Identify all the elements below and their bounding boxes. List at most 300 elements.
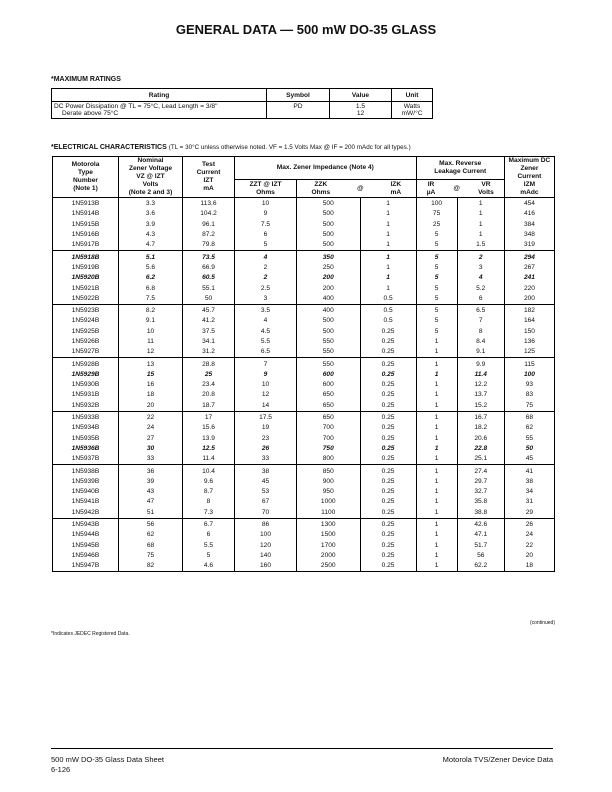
cell-vz: 68 <box>119 541 183 551</box>
cell-zzk: 1300 <box>297 518 361 530</box>
ir-label <box>427 181 436 197</box>
cell-izk: 1 <box>360 230 416 240</box>
cell-vr: 2 <box>457 251 504 263</box>
header-line: ZZK <box>314 180 328 188</box>
cell-ir: 1 <box>416 434 457 444</box>
cell-zzt: 10 <box>235 198 297 210</box>
cell-izk: 0.25 <box>360 487 416 497</box>
table-row <box>53 411 555 423</box>
cell-izm: 454 <box>504 198 554 210</box>
cell-vz: 27 <box>119 434 183 444</box>
table-row <box>53 380 555 390</box>
cell-zzt: 4 <box>235 316 297 326</box>
footer-divider <box>51 748 553 749</box>
cell-vz: 4.7 <box>119 240 183 251</box>
cell-vr: 8 <box>457 327 504 337</box>
cell-type: 1N5926B <box>53 337 119 347</box>
cell-vz: 4.3 <box>119 230 183 240</box>
cell-type: 1N5925B <box>53 327 119 337</box>
header-line: Type <box>78 169 93 176</box>
cell-izk: 0.5 <box>360 304 416 316</box>
table-row <box>53 337 555 347</box>
cell-zzt: 2 <box>235 263 297 273</box>
cell-type: 1N5922B <box>53 294 119 305</box>
cell-vz: 5.6 <box>119 263 183 273</box>
table-row <box>53 497 555 507</box>
cell-vz: 30 <box>119 444 183 454</box>
header-line: Current <box>517 173 542 180</box>
table-row <box>53 487 555 497</box>
cell-zzt: 9 <box>235 370 297 380</box>
cell-izt: 87.2 <box>183 230 235 240</box>
cell-type: 1N5924B <box>53 316 119 326</box>
cell-vz: 20 <box>119 401 183 412</box>
header-line: Zener Voltage <box>128 165 173 172</box>
cell-izk: 1 <box>360 198 416 210</box>
cell-ir: 1 <box>416 401 457 412</box>
cell-ir: 1 <box>416 454 457 465</box>
cell-vz: 51 <box>119 508 183 519</box>
cell-zzt: 45 <box>235 477 297 487</box>
table-row <box>53 401 555 412</box>
cell-zzk: 850 <box>297 465 361 477</box>
cell-type: 1N5932B <box>53 401 119 412</box>
cell-izt: 7.3 <box>183 508 235 519</box>
cell-zzt: 9 <box>235 209 297 219</box>
cell-zzt: 5.5 <box>235 337 297 347</box>
cell-izk: 0.25 <box>360 508 416 519</box>
cell-izk: 0.25 <box>360 477 416 487</box>
table-row <box>53 263 555 273</box>
cell-izm: 55 <box>504 434 554 444</box>
cell-ir: 1 <box>416 477 457 487</box>
cell-ir: 1 <box>416 551 457 561</box>
header-line: mAdc <box>520 189 539 196</box>
value-cell <box>330 102 392 119</box>
cell-vz: 47 <box>119 497 183 507</box>
continued-note: (continued) <box>529 620 555 626</box>
cell-izk: 0.25 <box>360 454 416 465</box>
electrical-note: (TL = 30°C unless otherwise noted. VF = 1.5 Volts Max @ IF = 200 mAdc for all types.) <box>168 144 411 151</box>
cell-izm: 34 <box>504 487 554 497</box>
table-row <box>53 465 555 477</box>
table-row <box>53 444 555 454</box>
table-row <box>53 390 555 400</box>
rating-cell <box>52 102 267 119</box>
cell-vz: 39 <box>119 477 183 487</box>
cell-zzt: 3 <box>235 294 297 305</box>
cell-izt: 4.6 <box>183 561 235 572</box>
cell-zzt: 2.5 <box>235 283 297 293</box>
header-line: VZ @ IZT <box>136 173 165 180</box>
header-line: Motorola <box>71 161 100 168</box>
cell-izt: 41.2 <box>183 316 235 326</box>
cell-zzt: 10 <box>235 380 297 390</box>
cell-type: 1N5943B <box>53 518 119 530</box>
cell-zzt: 12 <box>235 390 297 400</box>
cell-vr: 1 <box>457 220 504 230</box>
cell-ir: 5 <box>416 251 457 263</box>
header-line: IZT <box>203 177 214 184</box>
cell-zzk: 600 <box>297 380 361 390</box>
header-line: IZM <box>523 181 536 188</box>
cell-izm: 38 <box>504 477 554 487</box>
rating-line: Derate above 75°C <box>62 110 119 117</box>
cell-ir: 1 <box>416 380 457 390</box>
header-line: Volts <box>478 188 494 196</box>
cell-izt: 104.2 <box>183 209 235 219</box>
cell-izk: 0.25 <box>360 327 416 337</box>
cell-vz: 16 <box>119 380 183 390</box>
cell-zzt: 4.5 <box>235 327 297 337</box>
cell-izt: 96.1 <box>183 220 235 230</box>
cell-type: 1N5919B <box>53 263 119 273</box>
cell-vz: 3.3 <box>119 198 183 210</box>
cell-type: 1N5927B <box>53 347 119 358</box>
table-row <box>53 477 555 487</box>
cell-izm: 241 <box>504 273 554 283</box>
col-value: Value <box>330 89 392 102</box>
cell-zzk: 750 <box>297 444 361 454</box>
cell-izk: 0.25 <box>360 370 416 380</box>
cell-ir: 1 <box>416 411 457 423</box>
cell-izk: 0.25 <box>360 530 416 540</box>
cell-zzt: 86 <box>235 518 297 530</box>
cell-vr: 18.2 <box>457 423 504 433</box>
cell-type: 1N5914B <box>53 209 119 219</box>
cell-izm: 150 <box>504 327 554 337</box>
cell-zzk: 500 <box>297 198 361 210</box>
table-row <box>53 541 555 551</box>
cell-type: 1N5940B <box>53 487 119 497</box>
cell-zzk: 1500 <box>297 530 361 540</box>
cell-type: 1N5937B <box>53 454 119 465</box>
cell-ir: 5 <box>416 316 457 326</box>
cell-vr: 9.1 <box>457 347 504 358</box>
cell-izm: 20 <box>504 551 554 561</box>
cell-izk: 0.25 <box>360 518 416 530</box>
cell-vz: 6.2 <box>119 273 183 283</box>
header-line: Test <box>201 161 216 168</box>
cell-izm: 50 <box>504 444 554 454</box>
cell-izm: 220 <box>504 283 554 293</box>
cell-izt: 60.5 <box>183 273 235 283</box>
cell-zzt: 6 <box>235 230 297 240</box>
cell-ir: 75 <box>416 209 457 219</box>
cell-vr: 38.8 <box>457 508 504 519</box>
cell-izk: 1 <box>360 283 416 293</box>
cell-vz: 6.8 <box>119 283 183 293</box>
table-row <box>53 358 555 370</box>
cell-izt: 37.5 <box>183 327 235 337</box>
cell-izk: 1 <box>360 220 416 230</box>
rating-line: DC Power Dissipation @ TL = 75°C, Lead Length = 3/8" <box>54 103 218 110</box>
cell-izt: 13.9 <box>183 434 235 444</box>
cell-type: 1N5918B <box>53 251 119 263</box>
cell-izm: 45 <box>504 454 554 465</box>
cell-vr: 56 <box>457 551 504 561</box>
cell-ir: 1 <box>416 518 457 530</box>
cell-vr: 20.6 <box>457 434 504 444</box>
cell-ir: 1 <box>416 358 457 370</box>
cell-izm: 24 <box>504 530 554 540</box>
cell-type: 1N5945B <box>53 541 119 551</box>
cell-type: 1N5931B <box>53 390 119 400</box>
cell-type: 1N5934B <box>53 423 119 433</box>
cell-vz: 62 <box>119 530 183 540</box>
cell-izt: 10.4 <box>183 465 235 477</box>
cell-vz: 3.6 <box>119 209 183 219</box>
table-row <box>53 220 555 230</box>
cell-izk: 0.25 <box>360 465 416 477</box>
cell-zzk: 500 <box>297 240 361 251</box>
cell-vr: 5.2 <box>457 283 504 293</box>
cell-zzt: 17.5 <box>235 411 297 423</box>
cell-izm: 416 <box>504 209 554 219</box>
cell-vz: 33 <box>119 454 183 465</box>
cell-zzt: 38 <box>235 465 297 477</box>
cell-zzk: 1100 <box>297 508 361 519</box>
electrical-characteristics-table <box>52 156 555 572</box>
col-symbol: Symbol <box>267 89 330 102</box>
table-row <box>53 518 555 530</box>
unit-1: Watts <box>403 103 421 110</box>
cell-izk: 0.25 <box>360 358 416 370</box>
jedec-footnote: *Indicates JEDEC Registered Data. <box>51 631 130 637</box>
cell-ir: 1 <box>416 465 457 477</box>
unit-2: mW/°C <box>401 110 423 117</box>
cell-izm: 125 <box>504 347 554 358</box>
cell-zzk: 200 <box>297 273 361 283</box>
cell-izt: 23.4 <box>183 380 235 390</box>
col-vz <box>119 157 183 198</box>
cell-zzt: 26 <box>235 444 297 454</box>
cell-vz: 36 <box>119 465 183 477</box>
cell-zzk: 2000 <box>297 551 361 561</box>
cell-zzk: 800 <box>297 454 361 465</box>
vr-label <box>478 181 494 197</box>
cell-zzk: 1700 <box>297 541 361 551</box>
cell-vr: 62.2 <box>457 561 504 572</box>
cell-ir: 5 <box>416 240 457 251</box>
cell-ir: 1 <box>416 337 457 347</box>
cell-vr: 27.4 <box>457 465 504 477</box>
page-title: GENERAL DATA — 500 mW DO-35 GLASS <box>175 22 437 37</box>
cell-zzk: 350 <box>297 251 361 263</box>
cell-vz: 22 <box>119 411 183 423</box>
cell-vr: 42.6 <box>457 518 504 530</box>
cell-izm: 100 <box>504 370 554 380</box>
cell-vr: 15.2 <box>457 401 504 412</box>
cell-type: 1N5930B <box>53 380 119 390</box>
cell-izk: 0.25 <box>360 551 416 561</box>
cell-izt: 113.6 <box>183 198 235 210</box>
cell-vr: 8.4 <box>457 337 504 347</box>
cell-type: 1N5941B <box>53 497 119 507</box>
cell-zzt: 33 <box>235 454 297 465</box>
cell-type: 1N5917B <box>53 240 119 251</box>
cell-ir: 5 <box>416 294 457 305</box>
value-2: 12 <box>356 110 365 117</box>
cell-zzk: 200 <box>297 283 361 293</box>
cell-izt: 11.4 <box>183 454 235 465</box>
at-sign: @ <box>453 184 460 192</box>
cell-ir: 100 <box>416 198 457 210</box>
cell-izm: 22 <box>504 541 554 551</box>
footer-right: Motorola TVS/Zener Device Data <box>442 755 553 764</box>
table-row <box>53 273 555 283</box>
table-row <box>53 283 555 293</box>
cell-ir: 1 <box>416 423 457 433</box>
cell-type: 1N5929B <box>53 370 119 380</box>
cell-vz: 5.1 <box>119 251 183 263</box>
cell-vz: 8.2 <box>119 304 183 316</box>
cell-vz: 24 <box>119 423 183 433</box>
cell-zzt: 2 <box>235 273 297 283</box>
header-line: mA <box>203 185 214 192</box>
table-row <box>53 530 555 540</box>
cell-izt: 6 <box>183 530 235 540</box>
table-row <box>53 551 555 561</box>
table-row <box>53 240 555 251</box>
cell-zzt: 140 <box>235 551 297 561</box>
max-ratings-heading: *MAXIMUM RATINGS <box>51 76 121 83</box>
cell-zzk: 1000 <box>297 497 361 507</box>
cell-type: 1N5928B <box>53 358 119 370</box>
cell-izk: 0.25 <box>360 561 416 572</box>
zzk-label <box>311 181 330 197</box>
cell-type: 1N5920B <box>53 273 119 283</box>
cell-vz: 56 <box>119 518 183 530</box>
cell-izm: 68 <box>504 411 554 423</box>
col-izm <box>504 157 554 198</box>
cell-izk: 1 <box>360 251 416 263</box>
cell-ir: 5 <box>416 283 457 293</box>
cell-izt: 34.1 <box>183 337 235 347</box>
col-type <box>53 157 119 198</box>
table-row <box>53 347 555 358</box>
cell-izk: 1 <box>360 209 416 219</box>
cell-izk: 0.25 <box>360 337 416 347</box>
cell-izm: 18 <box>504 561 554 572</box>
unit-cell <box>392 102 433 119</box>
cell-izt: 66.9 <box>183 263 235 273</box>
table-row <box>53 209 555 219</box>
cell-vz: 7.5 <box>119 294 183 305</box>
cell-vz: 12 <box>119 347 183 358</box>
cell-izm: 348 <box>504 230 554 240</box>
cell-zzk: 650 <box>297 390 361 400</box>
cell-ir: 1 <box>416 487 457 497</box>
table-row <box>53 304 555 316</box>
cell-izk: 0.25 <box>360 347 416 358</box>
cell-izt: 8.7 <box>183 487 235 497</box>
cell-zzt: 120 <box>235 541 297 551</box>
cell-type: 1N5944B <box>53 530 119 540</box>
cell-vz: 13 <box>119 358 183 370</box>
cell-vr: 32.7 <box>457 487 504 497</box>
cell-type: 1N5936B <box>53 444 119 454</box>
col-unit: Unit <box>392 89 433 102</box>
cell-vz: 3.9 <box>119 220 183 230</box>
cell-vr: 25.1 <box>457 454 504 465</box>
header-line: Volts <box>142 181 159 188</box>
header-line: (Note 1) <box>73 185 98 192</box>
cell-ir: 1 <box>416 347 457 358</box>
cell-izt: 25 <box>183 370 235 380</box>
header-line: Number <box>73 177 98 184</box>
header-line: IZK <box>390 180 402 188</box>
cell-ir: 1 <box>416 370 457 380</box>
cell-izk: 0.5 <box>360 316 416 326</box>
cell-izt: 20.8 <box>183 390 235 400</box>
cell-izm: 75 <box>504 401 554 412</box>
cell-vr: 6 <box>457 294 504 305</box>
cell-izm: 384 <box>504 220 554 230</box>
header-line: VR <box>481 180 491 188</box>
cell-type: 1N5916B <box>53 230 119 240</box>
cell-vr: 47.1 <box>457 530 504 540</box>
header-line: Nominal <box>137 157 164 164</box>
izk-label <box>390 181 401 197</box>
table-row <box>53 561 555 572</box>
cell-izt: 18.7 <box>183 401 235 412</box>
electrical-heading <box>51 144 411 151</box>
cell-izt: 79.8 <box>183 240 235 251</box>
cell-ir: 5 <box>416 263 457 273</box>
cell-vr: 6.5 <box>457 304 504 316</box>
cell-izk: 0.25 <box>360 423 416 433</box>
cell-type: 1N5915B <box>53 220 119 230</box>
cell-zzk: 550 <box>297 358 361 370</box>
col-impedance: Max. Zener Impedance (Note 4) <box>235 157 417 180</box>
cell-zzt: 6.5 <box>235 347 297 358</box>
cell-vz: 11 <box>119 337 183 347</box>
cell-izk: 0.25 <box>360 541 416 551</box>
table-row <box>53 230 555 240</box>
cell-izm: 200 <box>504 294 554 305</box>
cell-vz: 10 <box>119 327 183 337</box>
symbol-cell: PD <box>267 102 330 119</box>
header-line: Leakage Current <box>434 168 487 176</box>
cell-ir: 5 <box>416 327 457 337</box>
cell-type: 1N5933B <box>53 411 119 423</box>
header-line: Ohms <box>256 188 275 196</box>
cell-izm: 83 <box>504 390 554 400</box>
cell-vr: 1 <box>457 230 504 240</box>
cell-izm: 93 <box>504 380 554 390</box>
header-line: ZZT @ IZT <box>249 180 282 188</box>
cell-ir: 1 <box>416 497 457 507</box>
cell-zzk: 500 <box>297 327 361 337</box>
cell-zzt: 100 <box>235 530 297 540</box>
cell-type: 1N5923B <box>53 304 119 316</box>
cell-izm: 115 <box>504 358 554 370</box>
col-rating: Rating <box>52 89 267 102</box>
cell-izt: 28.8 <box>183 358 235 370</box>
cell-vr: 13.7 <box>457 390 504 400</box>
cell-zzt: 19 <box>235 423 297 433</box>
cell-zzk: 400 <box>297 294 361 305</box>
cell-zzk: 500 <box>297 316 361 326</box>
cell-izm: 41 <box>504 465 554 477</box>
cell-vr: 35.8 <box>457 497 504 507</box>
max-ratings-table <box>51 88 433 119</box>
cell-zzk: 400 <box>297 304 361 316</box>
cell-izk: 0.25 <box>360 380 416 390</box>
cell-zzk: 900 <box>297 477 361 487</box>
cell-zzt: 53 <box>235 487 297 497</box>
